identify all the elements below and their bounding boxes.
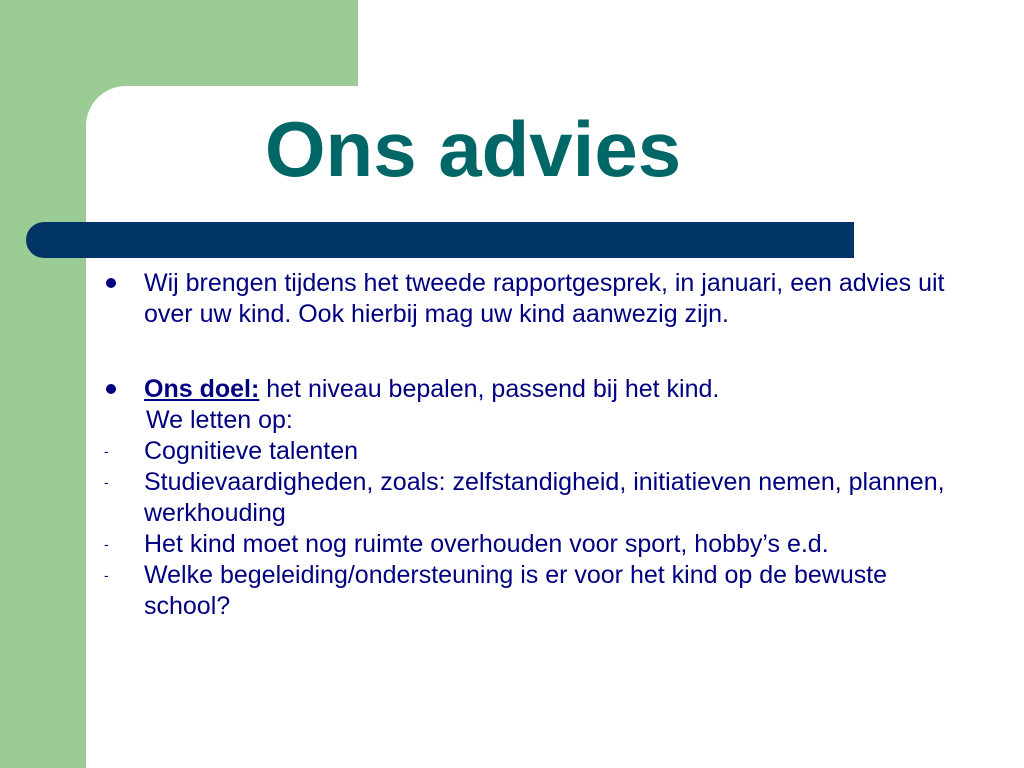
bullet-text: het niveau bepalen, passend bij het kind. [259, 375, 720, 403]
dash-marker-icon: - [104, 567, 109, 583]
dash-list-item [0, 436, 1024, 467]
dash-item-text: Welke begeleiding/ondersteuning is er voor het kind op de bewuste school? [144, 561, 888, 620]
spacer [0, 330, 1024, 374]
bullet-item [0, 268, 1024, 330]
bullet-dot-icon [106, 384, 116, 394]
title-divider-bar [26, 222, 854, 258]
sub-heading: We letten op: [146, 406, 293, 434]
dash-marker-icon: - [104, 443, 109, 459]
dash-item-text: Het kind moet nog ruimte overhouden voor sport, hobby’s e.d. [144, 530, 829, 558]
slide-body [0, 268, 1024, 622]
bullet-dot-icon [106, 278, 116, 288]
bullet-item [0, 374, 1024, 405]
bullet-text: Wij brengen tijdens het tweede rapportgesprek, in januari, een advies uit over uw kind. Ook hierbij mag uw kind aanwezig zijn. [144, 269, 945, 328]
dash-item-text: Studievaardigheden, zoals: zelfstandigheid, initiatieven nemen, plannen, werkhouding [144, 468, 945, 527]
dash-list-item [0, 467, 1024, 529]
goal-label: Ons doel: [144, 375, 260, 403]
dash-item-text: Cognitieve talenten [144, 437, 359, 465]
dash-marker-icon: - [104, 536, 109, 552]
slide-title: Ons advies [264, 105, 682, 193]
dash-list-item [0, 529, 1024, 560]
dash-list-item [0, 560, 1024, 622]
dash-marker-icon: - [104, 474, 109, 490]
